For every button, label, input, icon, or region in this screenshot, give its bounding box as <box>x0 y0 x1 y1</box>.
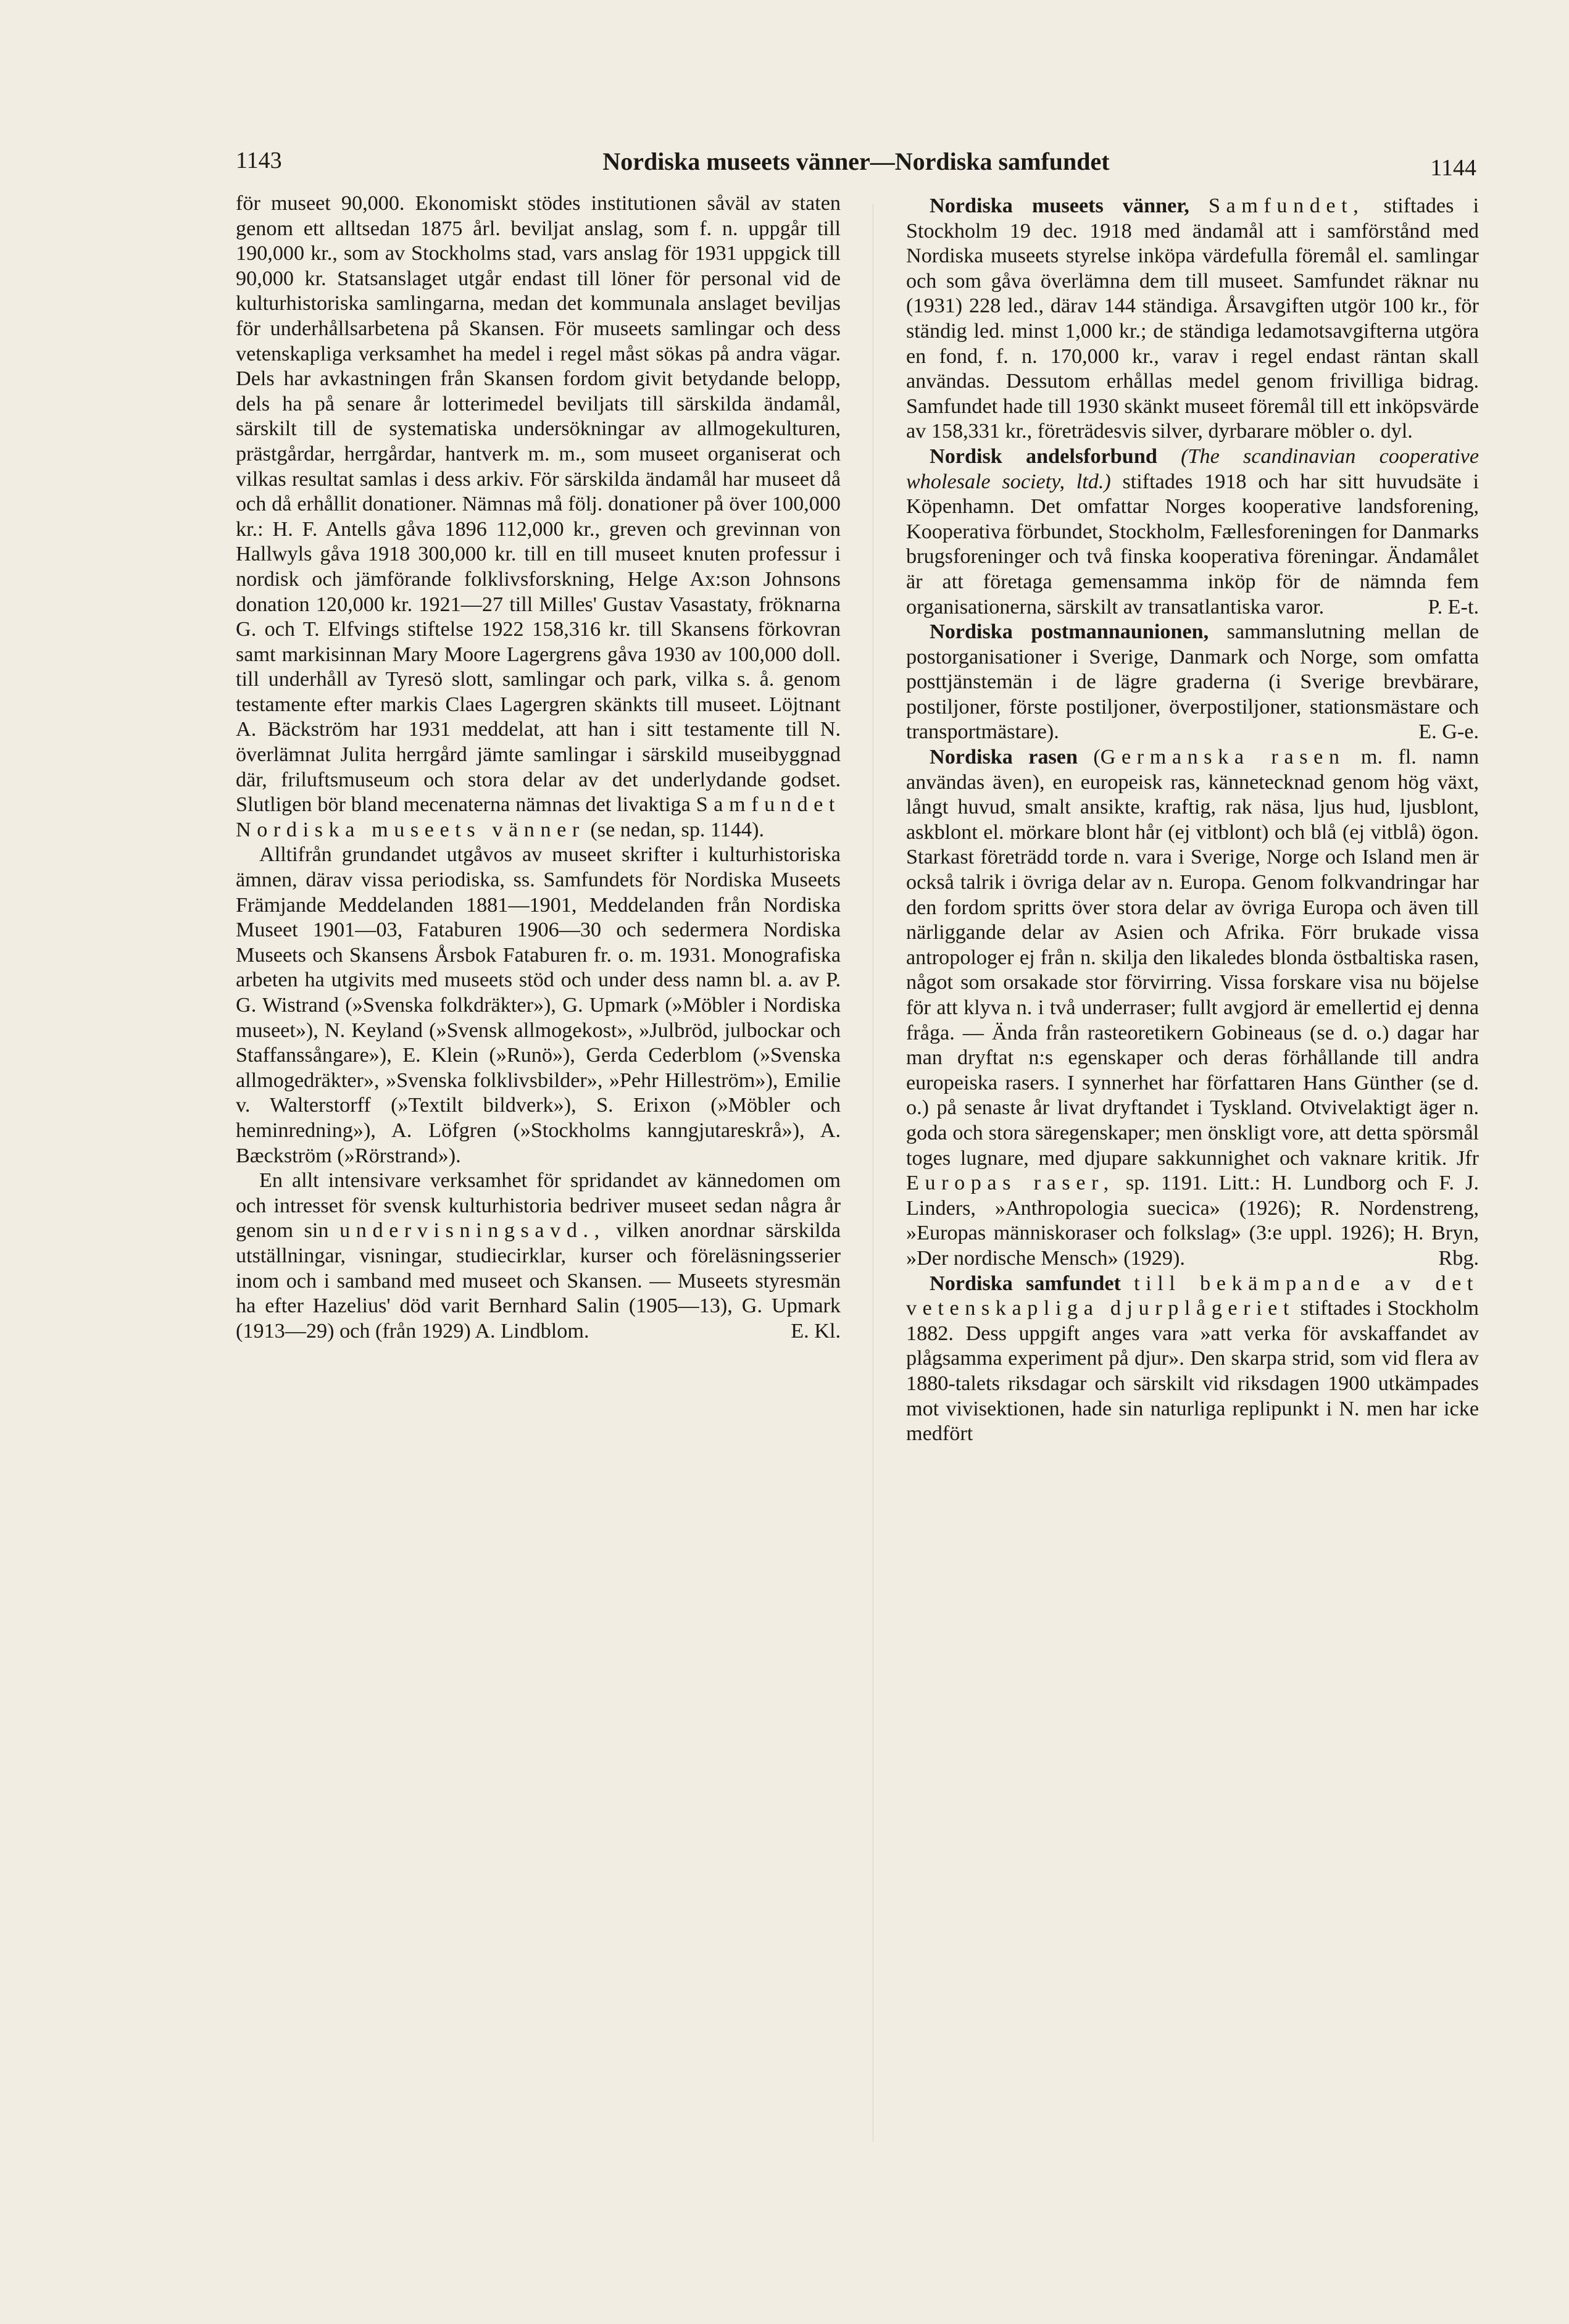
paragraph <box>236 1168 841 1344</box>
spaced-text: till bekämpande av det vetenskapliga djurplågeriet <box>906 1272 1479 1320</box>
text: stiftades i Stockholm 1882. Dess uppgift anges vara »att verka för avskaffandet av plågsamma experiment på djur». Den skarpa strid, som vid flera av 1880-talets riksdagar och särskilt vid riksdagen 1900 utkämpades mot vivisektionen, hade sin naturliga replipunkt i N. men har icke medfört <box>906 1297 1479 1446</box>
text: (se nedan, sp. 1144). <box>590 818 765 841</box>
text: för museet 90,000. Ekonomiskt stödes institutionen såväl av staten genom ett alltsedan 1875 årl. beviljat anslag, som f. n. uppgår till 190,000 kr., som av Stockholms stad, vars anslag för 1931 uppgick till 90,000 kr. Statsanslaget utgår endast till löner för personal vid de kulturhistoriska samlingarna, medan det kommunala anslaget beviljas för underhållsarbetena på Skansen. För museets samlingar och dess vetenskapliga verksamhet ha medel i regel måst sökas på andra vägar. Dels har avkastningen från Skansen fordom givit betydande belopp, dels ha på senare år lotterimedel beviljats till särskilda ändamål, särskilt till de systematiska undersökningar av allmogekulturen, prästgårdar, herrgårdar, hantverk m. m., som museet organiserat och vilkas resultat samlas i dess arkiv. För särskilda ändamål har museet då och då erhållit donationer. Nämnas må följ. donationer på över 100,000 kr.: H. F. Antells gåva 1896 112,000 kr., greven och grevinnan von Hallwyls gåva 1918 300,000 kr. till en till museet knuten professur i nordisk och jämförande folklivsforskning, Helge Ax:son Johnsons donation 120,000 kr. 1921—27 till Milles' Gustav Vasastaty, fröknarna G. och T. Elfvings stiftelse 1922 158,316 kr. till Skansens förkovran samt markisinnan Mary Moore Lagergrens gåva 1930 av 100,000 doll. till underhåll av Tyresö slott, samlingar och park, vilka s. å. genom testamente efter markis Claes Lagergren skänkts till museet. Löjtnant A. Bäckström har 1931 meddelat, att han i sitt testamente till N. överlämnat Julita herrgård jämte samlingar i särskild museibyggnad där, friluftsmuseum och stora delar av det underlydande godset. Slutligen bör bland mecenaterna nämnas det livaktiga <box>236 192 841 817</box>
page-header <box>236 147 1476 184</box>
entry-headword: Nordisk andelsforbund <box>930 444 1157 468</box>
text: sp. 1191. Litt.: H. Lundborg och F. J. Linders, »Anthropologia suecica» (1926); R. Nordenstreng, »Europas människoraser och folkslag» (3:e uppl. 1926); H. Bryn, »Der nordische Mensch» (1929). <box>906 1172 1479 1270</box>
entry-nordiska-rasen <box>906 745 1479 1271</box>
entry-headword: Nordiska postmannaunionen, <box>930 620 1209 644</box>
entry-headword: Nordiska samfundet <box>930 1272 1121 1295</box>
paragraph <box>236 191 841 843</box>
entry-nordiska-samfundet <box>906 1272 1479 1447</box>
text: ( <box>1093 746 1101 769</box>
spaced-text: Samfundet, <box>1208 194 1365 217</box>
entry-nordiska-postmannaunionen <box>906 620 1479 745</box>
right-column <box>906 194 1479 1447</box>
entry-headword: Nordiska rasen <box>930 746 1078 769</box>
author-signature: E. Kl. <box>791 1319 841 1343</box>
text: sammanslutning mellan de postorganisationer i Sverige, Danmark och Norge, som omfatta posttjänstemän i de lägre graderna (i Sverige brevbärare, postiljoner, förste postiljoner, överpostiljoner, stationsmästare och transportmästare). <box>906 620 1479 744</box>
text: vilken anordnar särskilda utställningar, visningar, studiecirklar, kurser och föreläsningsserier inom och i samband med museet och Skansen. — Museets styresmän ha efter Hazelius' död varit Bernhard Salin (1905—13), G. Upmark (1913—29) och (från 1929) A. Lindblom. <box>236 1219 841 1343</box>
text: m. fl. namn användas även), en europeisk ras, kännetecknad genom hög växt, långt huvud, smalt ansikte, kraftig, rak näsa, ljus hud, ljusblont, askblont el. mörkare blont hår (ej vitblont) och blå (ej vitblå) ögon. Starkast företrädd torde n. vara i Sverige, Norge och Island men är också talrik i övriga delar av n. Europa. Genom folkvandringar har den fordom spritts över stora delar av övriga Europa och även till närliggande delar av Asien och Afrika. Förr brukade vissa antropologer ej från n. skilja den likaledes blonda östbaltiska rasen, något som orsakade stor förvirring. Vissa forskare visa nu böjelse för att klyva n. i två underraser; fullt avgjord är emellertid ej denna fråga. — Ända från rasteoretikern Gobineaus (se d. o.) dagar har man dryftat n:s egenskaper och deras förhållande till andra europeiska rasers. I synnerhet har författaren Hans Günther (se d. o.) på senaste år livat dryftandet i Tyskland. Otvivelaktigt äger n. goda och stora säregenskaper; men önskligt vore, att detta spörsmål toges lugnare, med djupare sakkunnighet och vaknare kritik. Jfr <box>906 746 1480 1170</box>
left-column <box>236 191 841 1344</box>
text: stiftades 1918 och har sitt huvudsäte i Köpenhamn. Det omfattar Norges kooperative landsforening, Kooperativa förbundet, Stockholm, Fællesforeningen for Danmarks brugsforeninger och två finska kooperativa föreningar. Ändamålet är att företaga gemensamma inköp för de nämnda fem organisationerna, särskilt av transatlantiska varor. <box>906 470 1479 618</box>
paragraph: Alltifrån grundandet utgåvos av museet skrifter i kulturhistoriska ämnen, därav vissa periodiska, ss. Samfundets för Nordiska Museets Främjande Meddelanden 1881—1901, Meddelanden från Nordiska Museet 1901—03, Fataburen 1906—30 och sedermera Nordiska Museets och Skansens Årsbok Fataburen fr. o. m. 1931. Monografiska arbeten ha utgivits med museets stöd och under dess namn bl. a. av P. G. Wistrand (»Svenska folkdräkter»), G. Upmark (»Möbler i Nordiska museet»), N. Keyland (»Svensk allmogekost», »Julbröd, julbockar och Staffanssångare»), E. Klein (»Runö»), Gerda Cederblom (»Svenska allmogedräkter», »Svenska folklivsbilder», »Pehr Hilleström»), Emilie v. Walterstorff (»Textilt bildverk»), S. Erixon (»Möbler och heminredning»), A. Löfgren (»Stockholms kanngjutareskrå»), A. Bæckström (»Rörstrand»). <box>236 843 841 1167</box>
text: stiftades i Stockholm 19 dec. 1918 med ändamål att i samförstånd med Nordiska museets styrelse inköpa värdefulla föremål el. samlingar och som gåva överlämna dem till museet. Samfundet räknar nu (1931) 228 led., därav 144 ständiga. Årsavgiften utgör 100 kr., för ständig led. minst 1,000 kr.; de ständiga ledamotsavgifterna utgöra en fond, f. n. 170,000 kr., varav i regel endast räntan skall användas. Dessutom erhållas medel genom frivilliga bidrag. Samfundet hade till 1930 skänkt museet föremål till ett inköpsvärde av 158,331 kr., företrädesvis silver, dyrbarare möbler o. dyl. <box>906 194 1480 443</box>
author-signature: Rbg. <box>1438 1246 1479 1270</box>
italic-text: (The scandinavian cooperative wholesale society, ltd.) <box>906 444 1479 493</box>
page-number-right: 1144 <box>1430 155 1476 181</box>
entry-headword: Nordiska museets vänner, <box>930 194 1189 217</box>
entry-nordisk-andelsforbund <box>906 444 1479 620</box>
spaced-text: undervisningsavd., <box>339 1219 606 1243</box>
entry-nordiska-museets-vanner <box>906 194 1479 444</box>
spaced-text: Europas raser, <box>906 1172 1115 1195</box>
spaced-text: Samfundet Nordiska museets vänner <box>236 793 841 841</box>
running-title: Nordiska museets vänner—Nordiska samfundet <box>602 148 1110 175</box>
spaced-text: Germanska rasen <box>1100 746 1346 769</box>
page-number-left: 1143 <box>236 148 282 173</box>
author-signature: P. E-t. <box>1428 595 1479 618</box>
text: En allt intensivare verksamhet för spridandet av kännedomen om och intresset för svensk kulturhistoria bedriver museet sedan några år genom sin <box>236 1169 841 1243</box>
author-signature: E. G-e. <box>1418 720 1479 744</box>
